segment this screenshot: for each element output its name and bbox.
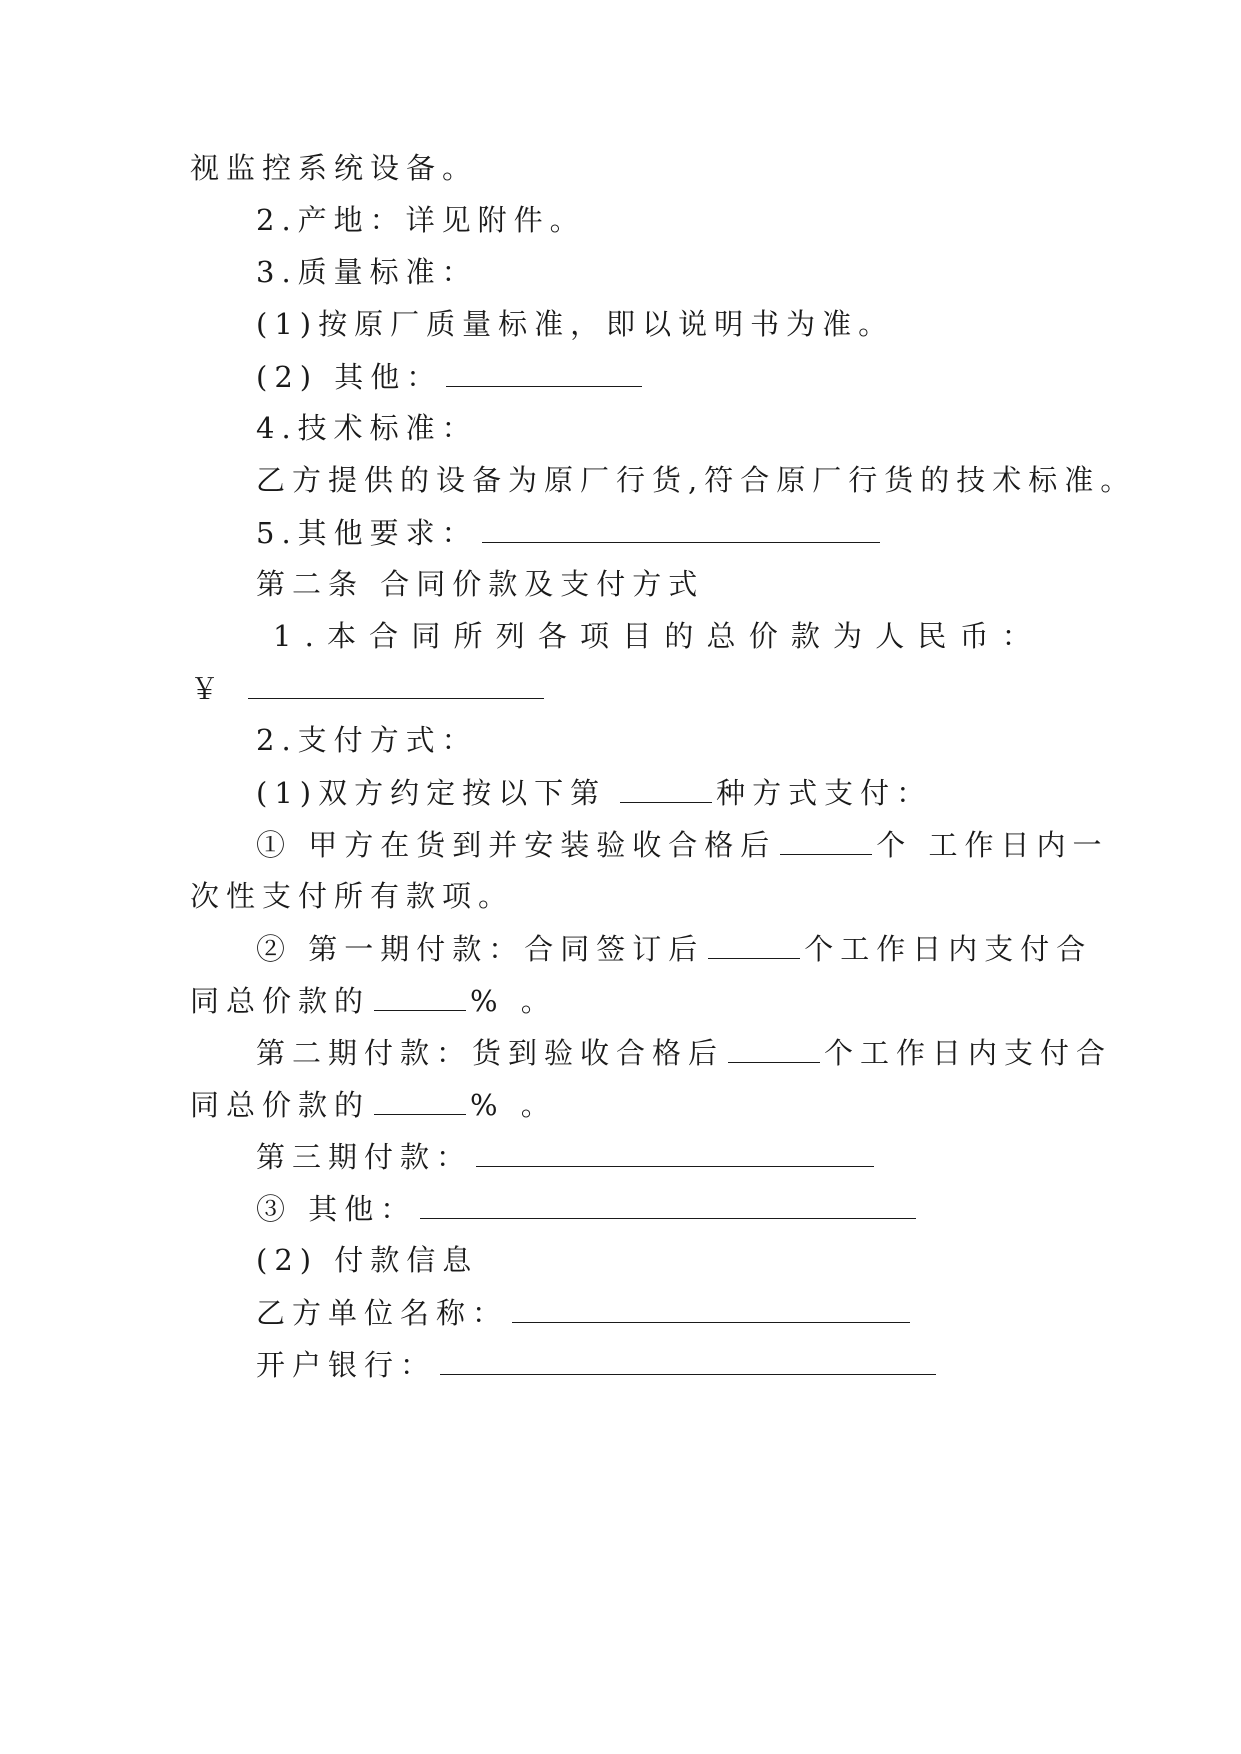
text: 2.支付方式： [256,723,478,757]
justified-char: 合 [369,619,399,653]
text-line [256,1292,914,1333]
text: 同总价款的 [190,984,371,1018]
text-line [256,824,1108,865]
text-line [256,200,586,240]
text-line [256,720,478,760]
text-line [256,304,894,344]
text: ② 第一期付款：合同签订后 [256,932,705,966]
justified-char: 的 [664,619,694,653]
text-line [256,512,884,553]
text: ③ 其他： [256,1192,417,1226]
fill-blank[interactable] [512,1292,910,1323]
fill-blank[interactable] [780,824,872,855]
text-line [256,1188,920,1229]
justified-char: 项 [580,619,610,653]
text-line [256,1344,940,1385]
fill-blank[interactable] [374,1084,466,1115]
text: 3.质量标准： [256,255,478,289]
fill-blank[interactable] [374,980,466,1011]
text: 第二条 合同价款及支付方式 [256,567,705,601]
fill-blank[interactable] [620,772,712,803]
fill-blank[interactable] [440,1344,936,1375]
justified-char: . [304,619,314,653]
text: 4.技术标准： [256,411,478,445]
justified-char: 目 [622,619,652,653]
justified-char: 人 [875,619,905,653]
text-line [256,1032,1112,1073]
text: (2) 付款信息 [256,1243,479,1277]
text: % 。 [470,984,557,1018]
text-line [256,1240,478,1280]
justified-char: 各 [537,619,567,653]
text: 乙方单位名称： [256,1296,509,1330]
text: (1)双方约定按以下第 [256,776,607,810]
text: 视监控系统设备。 [190,151,479,185]
justified-char: 本 [326,619,356,653]
text-line [256,408,478,448]
fill-blank[interactable] [708,928,800,959]
text: 个工作日内支付合 [804,932,1093,966]
text-line [190,1084,557,1125]
currency-symbol: ￥ [190,672,227,706]
text-line [190,876,514,916]
justified-char: ： [1001,619,1031,653]
section-heading [256,564,704,604]
justified-char: 所 [453,619,483,653]
text-line [256,356,646,397]
justified-char: 总 [706,619,736,653]
justified-char: 列 [495,619,525,653]
text: 个 工作日内一 [876,828,1109,862]
text-line [256,928,1092,969]
text: % 。 [470,1088,557,1122]
text-line [256,460,1136,500]
text: 第三期付款： [256,1140,473,1174]
text: 第二期付款：货到验收合格后 [256,1036,725,1070]
text-line [256,1136,878,1177]
fill-blank[interactable] [728,1032,820,1063]
fill-blank[interactable] [420,1188,916,1219]
text: 2.产地：详见附件。 [256,203,586,237]
text: 种方式支付： [716,776,933,810]
text-line [256,252,478,292]
fill-blank[interactable] [248,668,544,699]
text: 个工作日内支付合 [824,1036,1113,1070]
fill-blank[interactable] [482,512,880,543]
justified-char: 币 [959,619,989,653]
justified-char: 款 [790,619,820,653]
text: 同总价款的 [190,1088,371,1122]
justified-char: 同 [411,619,441,653]
fill-blank[interactable] [446,356,642,387]
justified-char: 为 [833,619,863,653]
text: 次性支付所有款项。 [190,879,515,913]
text: 开户银行： [256,1348,437,1382]
text-line [190,980,557,1021]
text-line [190,668,548,709]
text: ① 甲方在货到并安装验收合格后 [256,828,777,862]
text: (2) 其他： [256,360,443,394]
text: (1)按原厂质量标准，即以说明书为准。 [256,307,895,341]
justified-char: 民 [917,619,947,653]
text-line-justified [273,616,1031,656]
text-line [190,148,478,188]
text: 乙方提供的设备为原厂行货,符合原厂行货的技术标准。 [256,463,1137,497]
text-line [256,772,932,813]
justified-char: 1 [273,619,292,653]
fill-blank[interactable] [476,1136,874,1167]
justified-char: 价 [748,619,778,653]
text: 5.其他要求： [256,516,478,550]
